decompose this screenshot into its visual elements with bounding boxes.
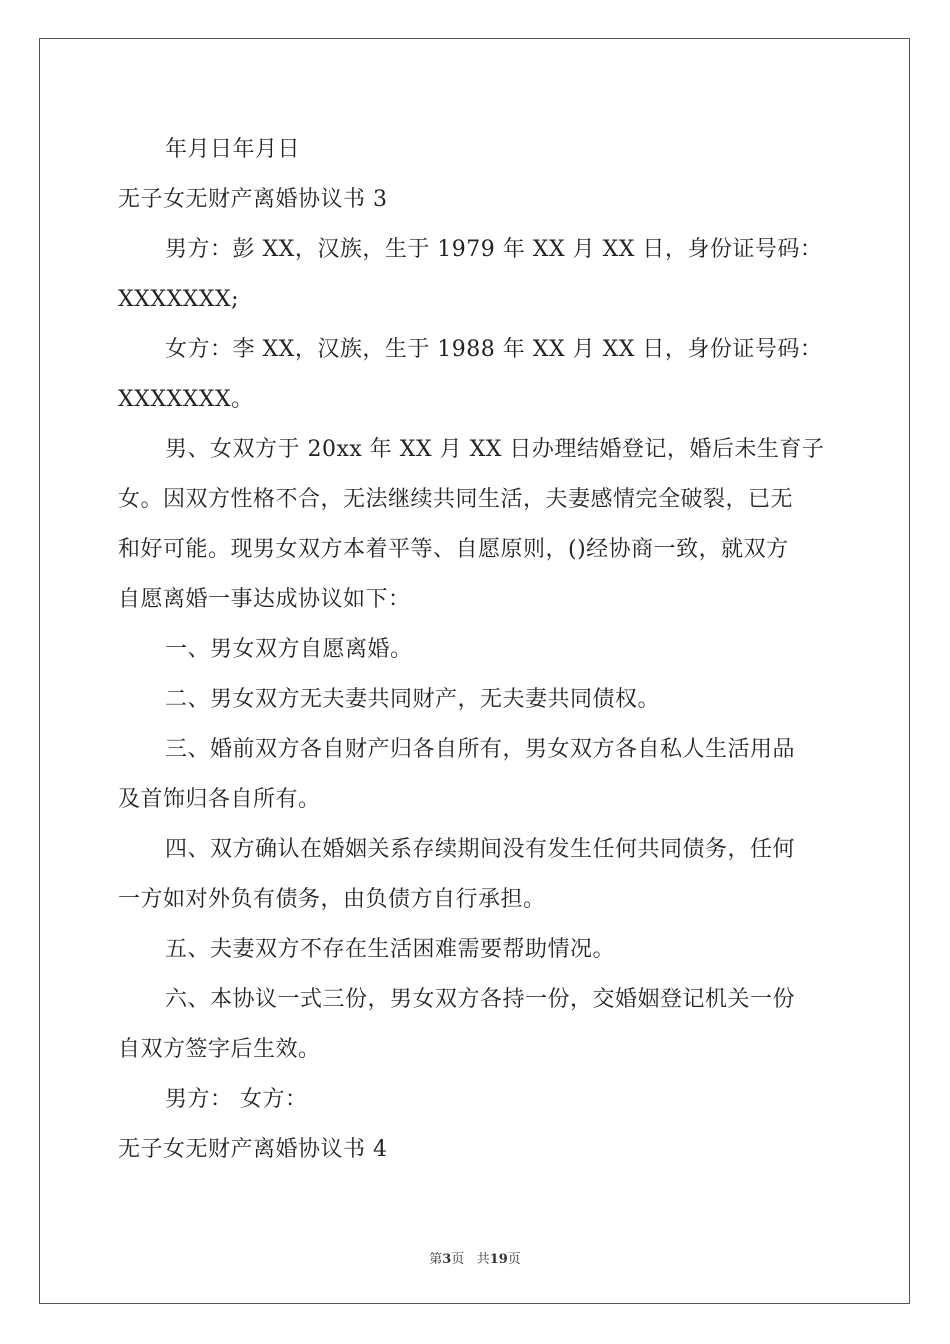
signature-line: 男方： 女方：: [165, 1087, 308, 1112]
clause-6: 六、本协议一式三份，男女双方各持一份，交婚姻登记机关一份: [165, 987, 796, 1012]
footer-total-suffix: 页: [507, 1252, 521, 1267]
clause-3-continued: 及首饰归各自所有。: [118, 787, 321, 812]
section-title-3: 无子女无财产离婚协议书 3: [118, 187, 388, 212]
date-line: 年月日年月日: [165, 137, 301, 162]
intro-paragraph-line: 男、女双方于 20xx 年 XX 月 XX 日办理结婚登记，婚后未生育子: [165, 437, 825, 462]
footer-page-prefix: 第: [429, 1252, 443, 1267]
footer-total-pages: 19: [489, 1252, 508, 1267]
party-male-id-line: XXXXXXX;: [118, 287, 240, 312]
page-footer: [0, 1248, 950, 1267]
intro-paragraph-line: 女。因双方性格不合，无法继续共同生活，夫妻感情完全破裂，已无: [118, 487, 794, 512]
clause-1: 一、男女双方自愿离婚。: [165, 637, 413, 662]
footer-page-number: 3: [442, 1252, 452, 1267]
party-female-id-line: XXXXXXX。: [118, 387, 254, 412]
party-female-line: 女方：李 XX，汉族，生于 1988 年 XX 月 XX 日，身份证号码：: [165, 337, 823, 362]
section-title-4: 无子女无财产离婚协议书 4: [118, 1137, 388, 1162]
clause-5: 五、夫妻双方不存在生活困难需要帮助情况。: [165, 937, 616, 962]
clause-2: 二、男女双方无夫妻共同财产，无夫妻共同债权。: [165, 687, 661, 712]
footer-page-suffix: 页: [451, 1252, 465, 1267]
page-border: [39, 38, 910, 1304]
clause-6-continued: 自双方签字后生效。: [118, 1037, 321, 1062]
intro-paragraph-line: 和好可能。现男女双方本着平等、自愿原则，()经协商一致，就双方: [118, 537, 789, 562]
clause-4: 四、双方确认在婚姻关系存续期间没有发生任何共同债务，任何: [165, 837, 796, 862]
clause-3: 三、婚前双方各自财产归各自所有，男女双方各自私人生活用品: [165, 737, 796, 762]
clause-4-continued: 一方如对外负有债务，由负债方自行承担。: [118, 887, 546, 912]
intro-paragraph-line: 自愿离婚一事达成协议如下：: [118, 587, 411, 612]
party-male-line: 男方：彭 XX，汉族，生于 1979 年 XX 月 XX 日，身份证号码：: [165, 237, 823, 262]
footer-total-prefix: 共: [476, 1252, 490, 1267]
